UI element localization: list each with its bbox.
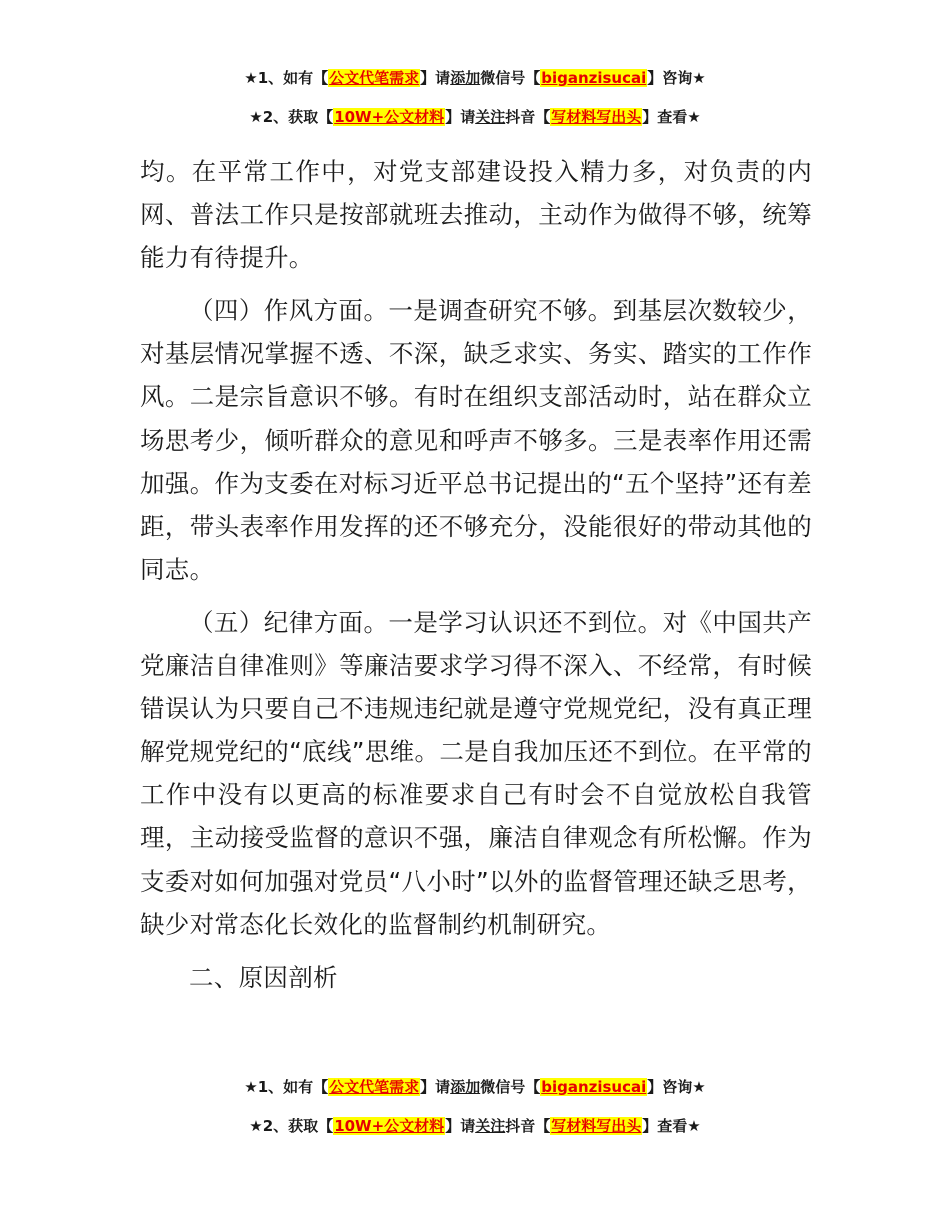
banner-text: ★1、如有【 [244, 69, 329, 87]
banner-text: 抖音【 [505, 1117, 551, 1135]
paragraph-continuation: 均。在平常工作中，对党支部建设投入精力多，对负责的内网、普法工作只是按部就班去推动，主动作为做得不够，统筹能力有待提升。 [140, 157, 812, 273]
banner-text: 】请 [420, 1078, 451, 1096]
banner-highlight: 10W+公文材料 [334, 108, 445, 126]
banner-text: 】请 [445, 1117, 476, 1135]
banner-text: ★2、获取【 [249, 1117, 334, 1135]
banner-douyin-id: 写材料写出头 [551, 1117, 642, 1135]
banner-text: 】请 [445, 108, 476, 126]
banner-highlight: 10W+公文材料 [334, 1117, 445, 1135]
banner-text: 微信号【 [480, 1078, 541, 1096]
banner-text: 微信号【 [480, 69, 541, 87]
banner-underline: 添加 [450, 69, 481, 87]
banner-text: ★2、获取【 [249, 108, 334, 126]
banner-douyin-id: 写材料写出头 [551, 108, 642, 126]
banner-text: 抖音【 [505, 108, 551, 126]
header-banner-line-2 [0, 106, 950, 128]
footer-banner-line-2 [0, 1115, 950, 1137]
document-body [140, 150, 812, 1009]
footer-banner-line-1 [0, 1076, 950, 1098]
banner-text: 】查看★ [642, 1117, 701, 1135]
banner-wechat-id: biganzisucai [541, 69, 647, 87]
banner-highlight: 公文代笔需求 [329, 69, 420, 87]
banner-underline: 关注 [475, 108, 506, 126]
banner-text: 】咨询★ [647, 1078, 706, 1096]
header-banner-line-1 [0, 67, 950, 89]
banner-wechat-id: biganzisucai [541, 1078, 647, 1096]
banner-text: 】查看★ [642, 108, 701, 126]
banner-underline: 添加 [450, 1078, 481, 1096]
paragraph-work-style: （四）作风方面。一是调查研究不够。到基层次数较少，对基层情况掌握不透、不深，缺乏求实、务实、踏实的工作作风。二是宗旨意识不够。有时在组织支部活动时，站在群众立场思考少，倾听群众的意见和呼声不够多。三是表率作用还需加强。作为支委在对标习近平总书记提出的“五个坚持”还有差距，带头表率作用发挥的还不够充分，没能很好的带动其他的同志。 [140, 296, 812, 584]
banner-highlight: 公文代笔需求 [329, 1078, 420, 1096]
banner-underline: 关注 [475, 1117, 506, 1135]
banner-text: 】请 [420, 69, 451, 87]
banner-text: ★1、如有【 [244, 1078, 329, 1096]
paragraph-discipline: （五）纪律方面。一是学习认识还不到位。对《中国共产党廉洁自律准则》等廉洁要求学习得不深入、不经常，有时候错误认为只要自己不违规违纪就是遵守党规党纪，没有真正理解党规党纪的“底线”思维。二是自我加压还不到位。在平常的工作中没有以更高的标准要求自己有时会不自觉放松自我管理，主动接受监督的意识不强，廉洁自律观念有所松懈。作为支委对如何加强对党员“八小时”以外的监督管理还缺乏思考，缺少对常态化长效化的监督制约机制研究。 [140, 607, 812, 939]
section-heading-cause-analysis: 二、原因剖析 [189, 962, 338, 992]
banner-text: 】咨询★ [647, 69, 706, 87]
